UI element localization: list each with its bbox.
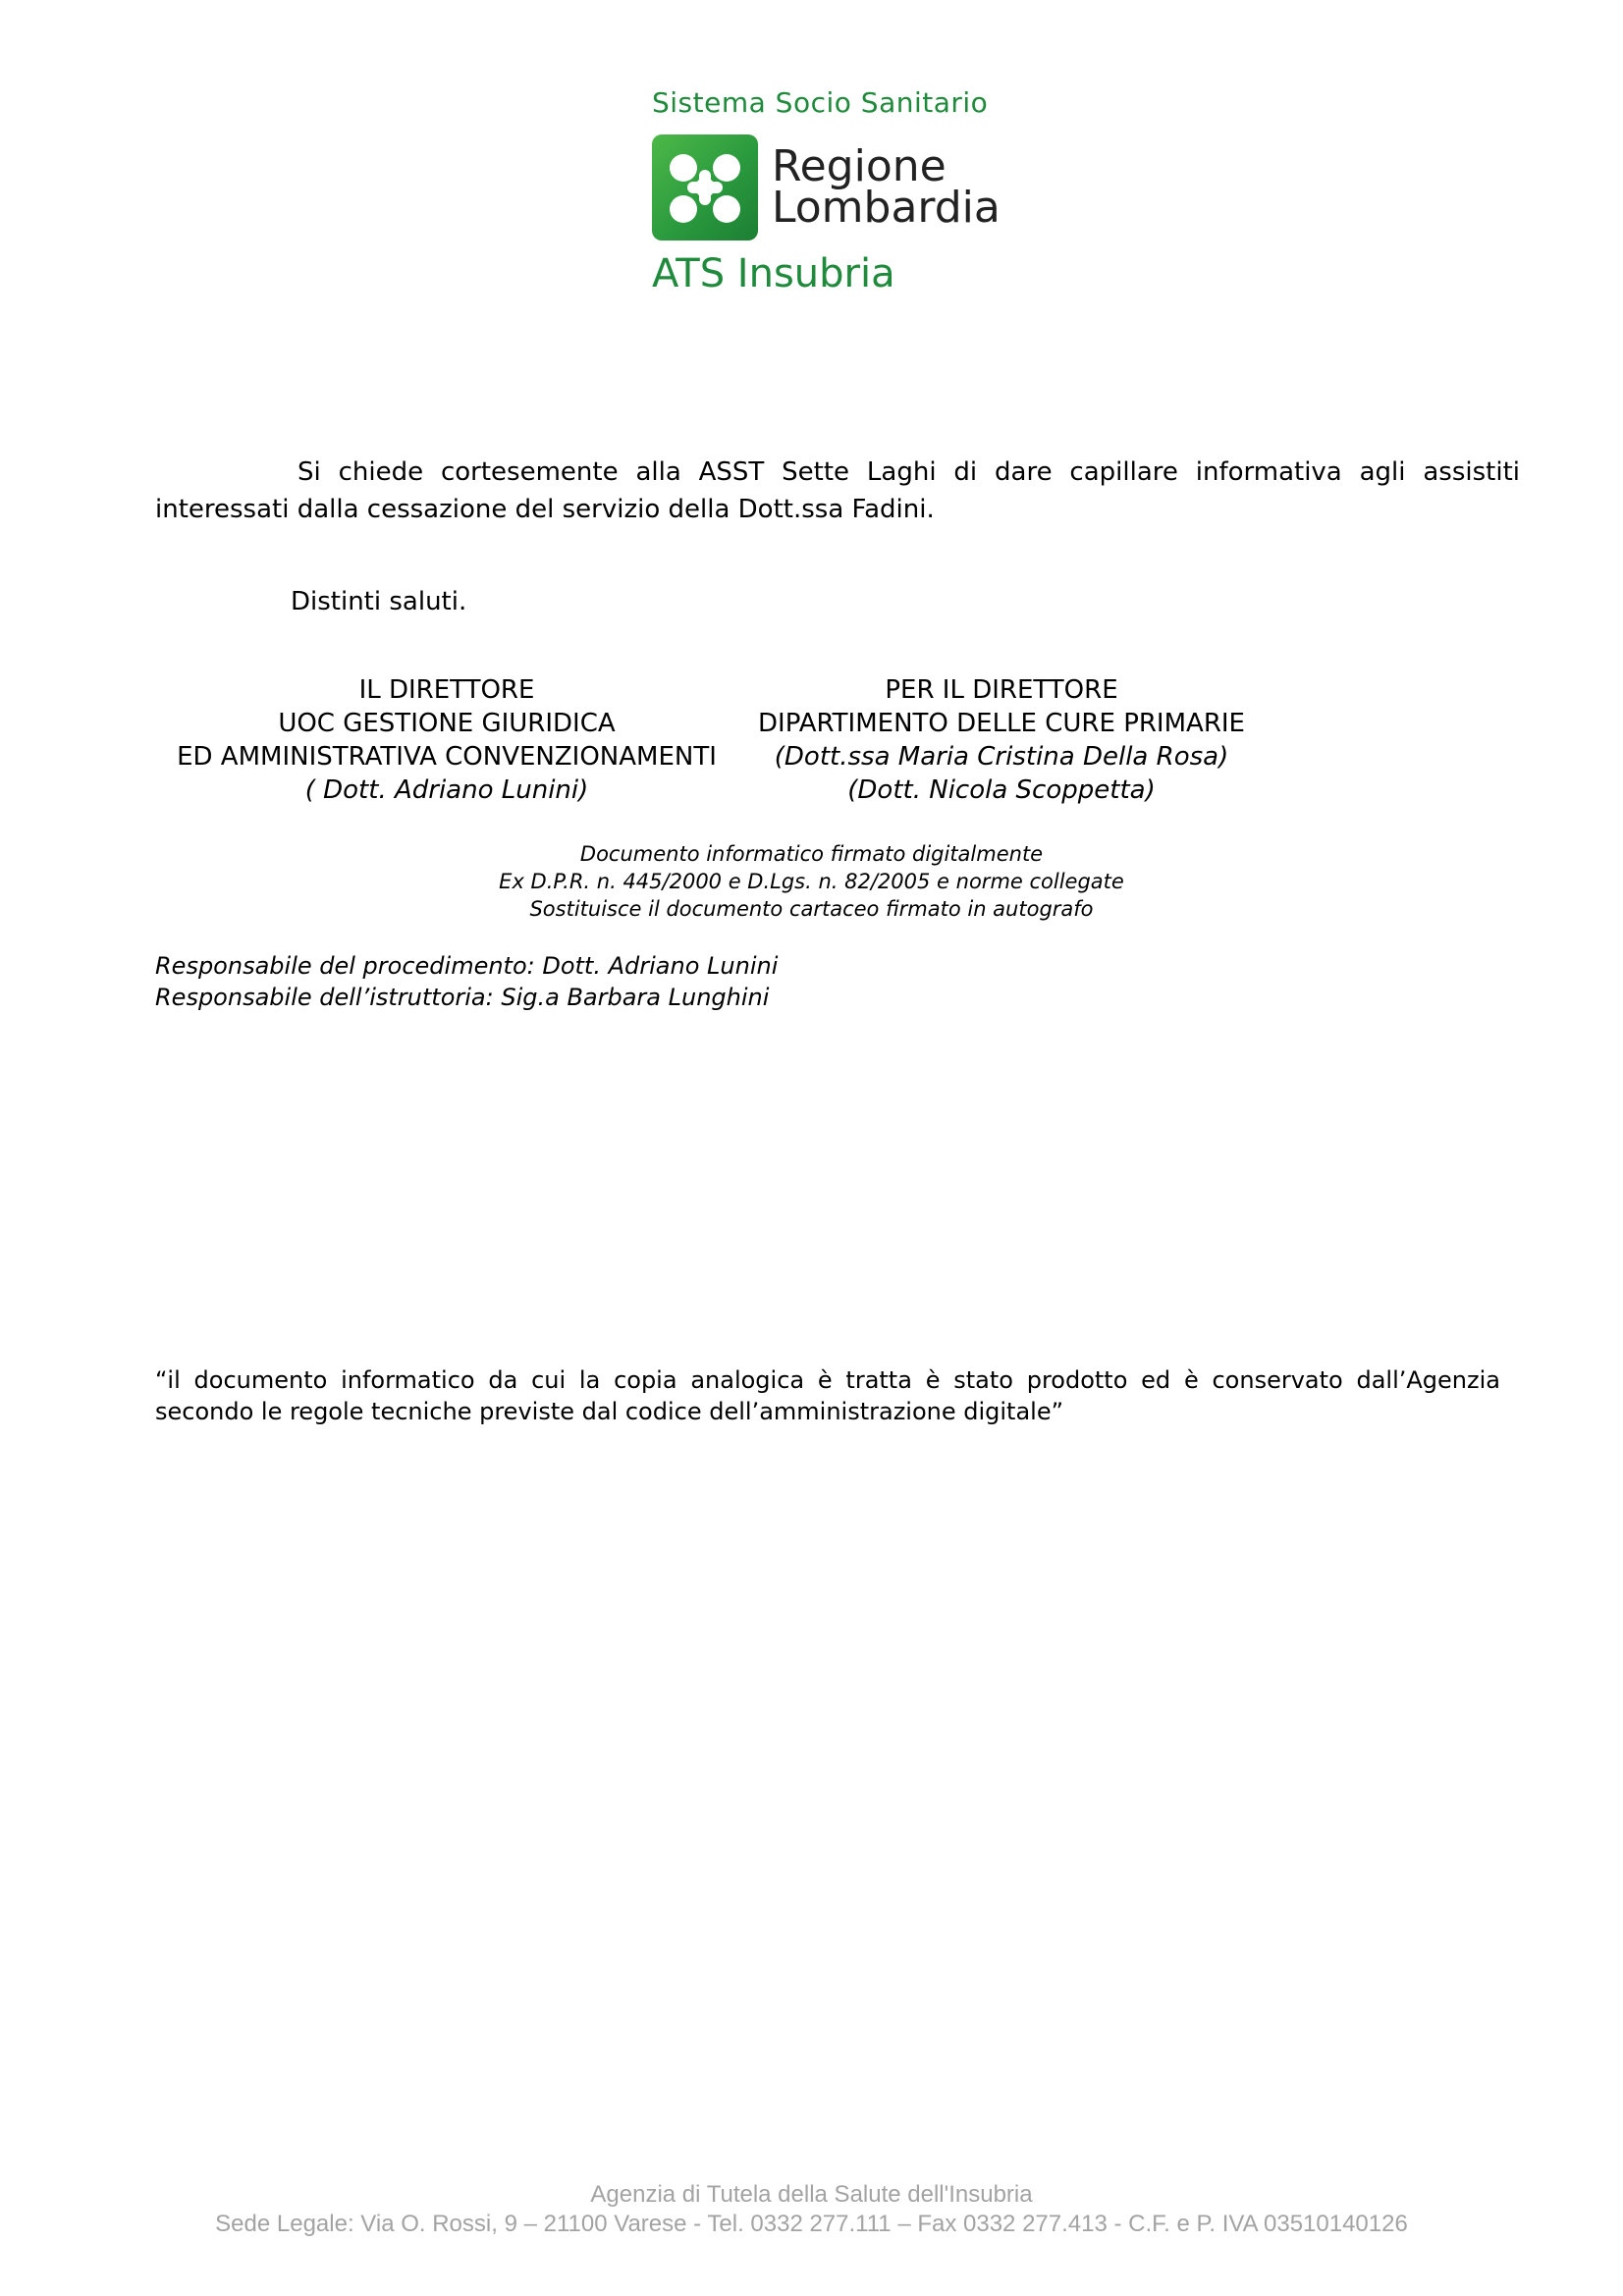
signature-right-title: PER IL DIRETTORE [885, 675, 1118, 705]
body-paragraph-text: Si chiede cortesemente alla ASST Sette Laghi di dare capillare informativa agli assistiti interessati dalla cessazione del servizio della Dott.ssa Fadini. [155, 457, 1520, 524]
digital-signature-line3: Sostituisce il documento cartaceo firmato in autografo [529, 897, 1094, 921]
analog-copy-notice: “il documento informatico da cui la copia analogica è tratta è stato prodotto ed è conservato dall’Agenzia secondo le regole tecniche previste dal codice dell’amministrazione digitale” [155, 1366, 1500, 1425]
greeting: Distinti saluti. [291, 587, 467, 616]
system-name: Sistema Socio Sanitario [652, 86, 989, 119]
signature-right-director: (Dott.ssa Maria Cristina Della Rosa) [774, 742, 1229, 772]
responsible-procedure: Responsabile del procedimento: Dott. Adriano Lunini [155, 952, 779, 980]
footer-address: Sede Legale: Via O. Rossi, 9 – 21100 Varese - Tel. 0332 277.111 – Fax 0332 277.413 - C.F. e P. IVA 03510140126 [215, 2211, 1408, 2237]
signature-left [137, 673, 756, 807]
digital-signature-line2: Ex D.P.R. n. 445/2000 e D.Lgs. n. 82/2005 e norme collegate [499, 870, 1124, 893]
signature-left-title: IL DIRETTORE [358, 675, 535, 705]
signature-left-unit-cont: ED AMMINISTRATIVA CONVENZIONAMENTI [177, 742, 717, 772]
signature-right [727, 673, 1276, 807]
responsibles [155, 950, 778, 1013]
footer-agency: Agenzia di Tutela della Salute dell'Insubria [590, 2181, 1033, 2208]
digital-signature-note [0, 840, 1623, 923]
agency-short-name: ATS Insubria [652, 251, 895, 296]
logo-region-line2: Lombardia [772, 183, 1001, 233]
regione-lombardia-logo-icon [652, 134, 758, 240]
digital-signature-line1: Documento informatico firmato digitalmente [579, 842, 1044, 866]
signature-right-name: (Dott. Nicola Scoppetta) [847, 775, 1156, 805]
responsible-investigation: Responsabile dell’istruttoria: Sig.a Barbara Lunghini [155, 984, 770, 1011]
signature-right-dept: DIPARTIMENTO DELLE CURE PRIMARIE [758, 709, 1245, 738]
logo-region-line1: Regione [772, 141, 947, 191]
body-paragraph [155, 454, 1520, 528]
signature-left-name: ( Dott. Adriano Lunini) [304, 775, 589, 805]
signature-left-unit: UOC GESTIONE GIURIDICA [278, 709, 616, 738]
